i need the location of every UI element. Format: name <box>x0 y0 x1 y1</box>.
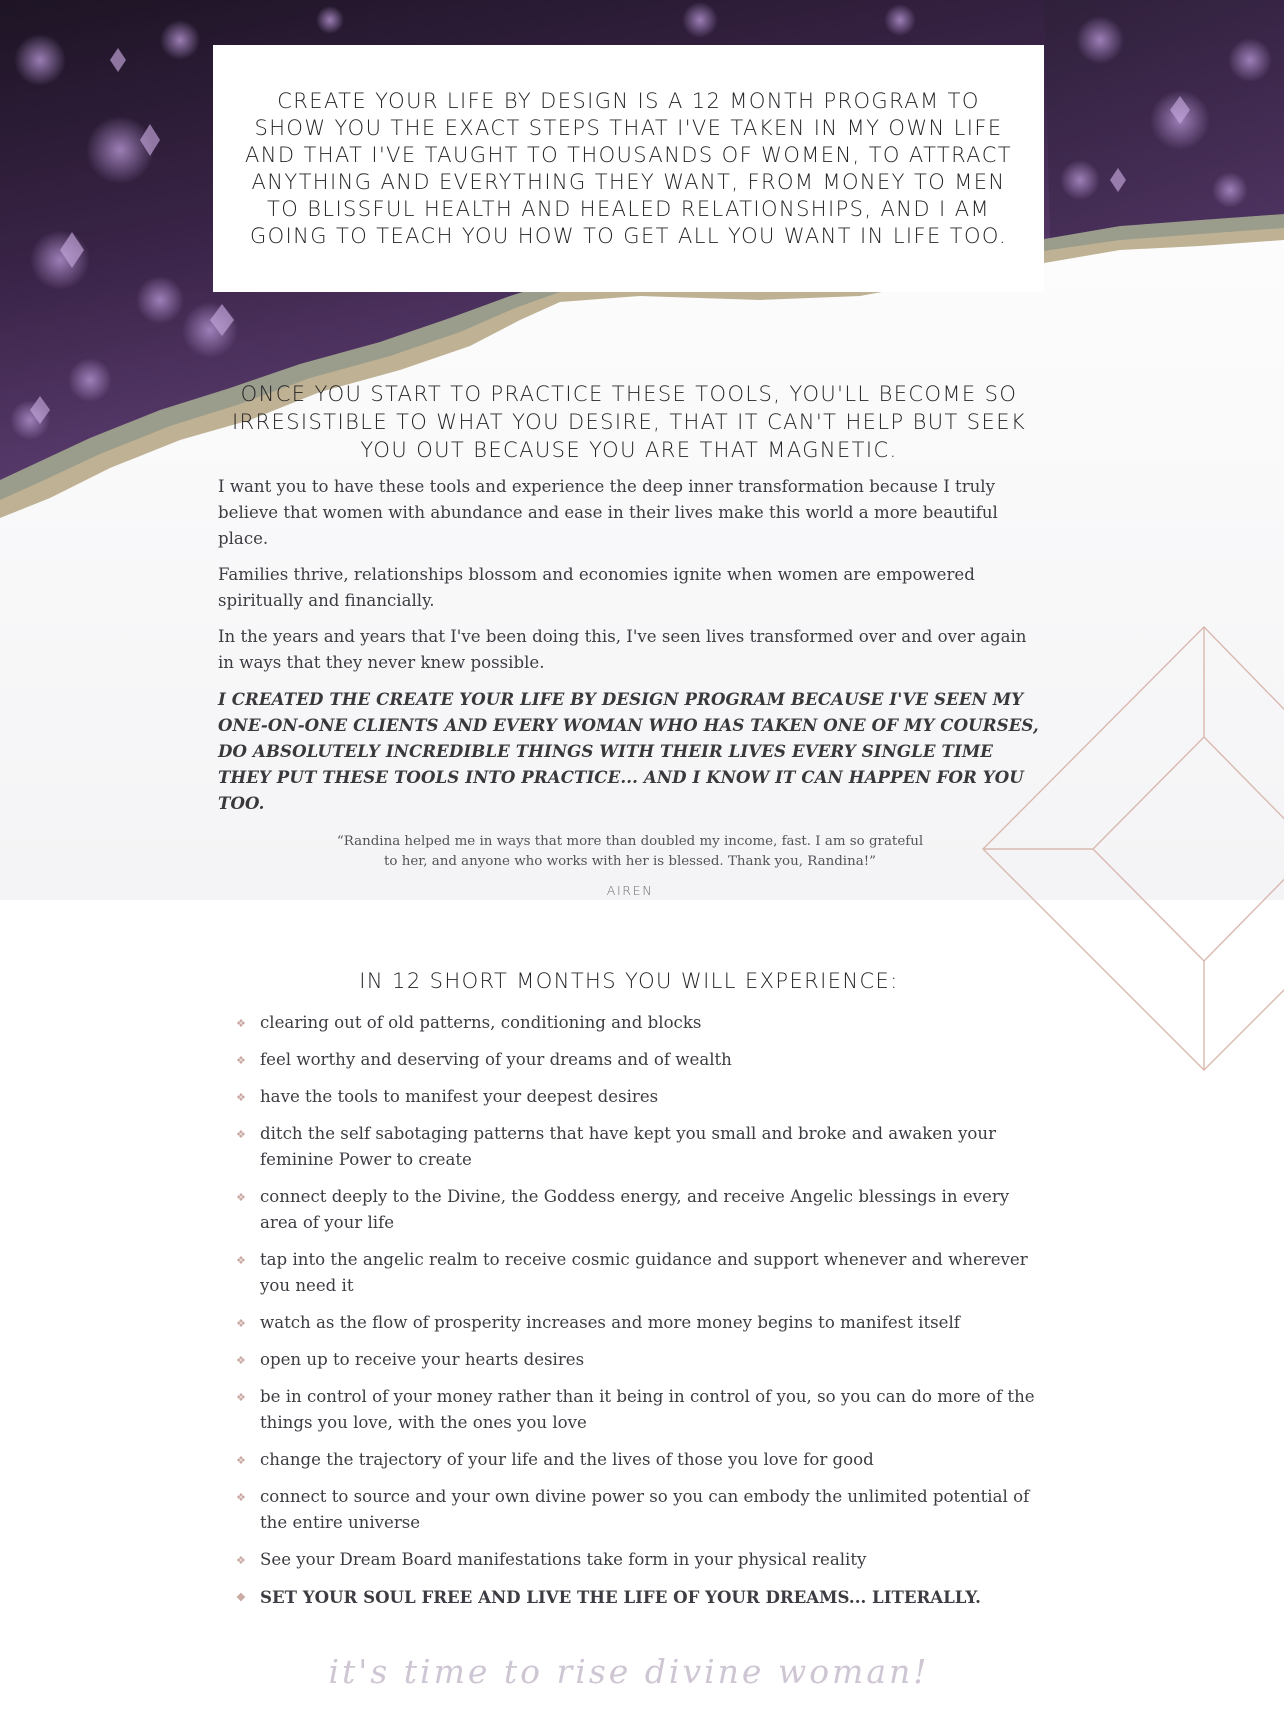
body-paragraph: In the years and years that I've been doing this, I've seen lives transformed over and over again in ways that they never knew possible. <box>218 627 1027 672</box>
intro-text: CREATE YOUR LIFE BY DESIGN IS A 12 MONTH PROGRAM TO SHOW YOU THE EXACT STEPS THAT I'VE TAKEN IN MY OWN LIFE AND THAT I'VE TAUGHT TO THOUSANDS OF WOMEN, TO ATTRACT ANYTHING AND EVERYTHING THEY WANT, FROM MONEY TO MEN TO BLISSFUL HEALTH AND HEALED RELATIONSHIPS, AND I AM GOING TO TEACH YOU HOW TO GET ALL YOU WANT IN LIFE TOO. <box>245 88 1012 248</box>
list-item <box>236 1384 1036 1436</box>
list-item <box>236 1121 1036 1173</box>
body-paragraph: I want you to have these tools and experience the deep inner transformation because I truly believe that women with abundance and ease in their lives make this world a more beautiful place. <box>218 477 998 548</box>
diamond-bullet-icon: ❖ <box>236 1054 246 1067</box>
list-item-text: be in control of your money rather than it being in control of you, so you can do more of the things you love, with the ones you love <box>260 1387 1035 1432</box>
tagline: it's time to rise divine woman! <box>328 1652 930 1691</box>
diamond-bullet-icon: ❖ <box>236 1128 246 1141</box>
list-item-text: open up to receive your hearts desires <box>260 1350 585 1369</box>
list-item <box>236 1484 1036 1536</box>
body-emphasis: I CREATED THE CREATE YOUR LIFE BY DESIGN PROGRAM BECAUSE I'VE SEEN MY ONE-ON-ONE CLIENTS AND EVERY WOMAN WHO HAS TAKEN ONE OF MY COURSES, DO ABSOLUTELY INCREDIBLE THINGS WITH THEIR LIVES EVERY SINGLE TIME THEY PUT THESE TOOLS INTO PRACTICE... AND I KNOW IT CAN HAPPEN FOR YOU TOO. <box>218 689 1039 813</box>
magnetic-heading: ONCE YOU START TO PRACTICE THESE TOOLS, YOU'LL BECOME SO IRRESISTIBLE TO WHAT YOU DESIRE, THAT IT CAN'T HELP BUT SEEK YOU OUT BECAUSE YOU ARE THAT MAGNETIC. <box>231 382 1027 462</box>
list-item <box>236 1584 1036 1610</box>
list-item-text: watch as the flow of prosperity increases and more money begins to manifest itself <box>260 1313 960 1332</box>
list-item <box>236 1247 1036 1299</box>
list-item <box>236 1310 1036 1336</box>
list-item-text: clearing out of old patterns, conditioning and blocks <box>260 1013 702 1032</box>
diamond-bullet-icon: ❖ <box>236 1317 246 1330</box>
diamond-bullet-icon: ❖ <box>236 1354 246 1367</box>
body-paragraph: Families thrive, relationships blossom and economies ignite when women are empowered spiritually and financially. <box>218 565 975 610</box>
list-item <box>236 1047 1036 1073</box>
body-copy <box>218 474 1040 826</box>
list-item-text: connect deeply to the Divine, the Goddess energy, and receive Angelic blessings in every area of your life <box>260 1187 1010 1232</box>
diamond-bullet-icon: ❖ <box>236 1254 246 1267</box>
list-item <box>236 1084 1036 1110</box>
testimonial-quote: “Randina helped me in ways that more than doubled my income, fast. I am so grateful to her, and anyone who works with her is blessed. Thank you, Randina!” <box>336 834 924 869</box>
list-item-text: tap into the angelic realm to receive cosmic guidance and support whenever and wherever you need it <box>260 1250 1028 1295</box>
list-item-text: ditch the self sabotaging patterns that have kept you small and broke and awaken your feminine Power to create <box>260 1124 997 1169</box>
list-item <box>236 1347 1036 1373</box>
diamond-bullet-icon: ❖ <box>236 1091 246 1104</box>
diamond-bullet-icon: ❖ <box>236 1491 246 1504</box>
diamond-bullet-icon: ❖ <box>236 1554 246 1567</box>
list-item-text: have the tools to manifest your deepest desires <box>260 1087 659 1106</box>
intro-card <box>213 45 1044 292</box>
list-item <box>236 1184 1036 1236</box>
list-item <box>236 1010 1036 1036</box>
diamond-bullet-icon: ❖ <box>236 1591 246 1604</box>
list-item-text: SET YOUR SOUL FREE AND LIVE THE LIFE OF YOUR DREAMS... LITERALLY. <box>260 1587 981 1607</box>
testimonial <box>330 832 930 901</box>
list-item-text: feel worthy and deserving of your dreams and of wealth <box>260 1050 732 1069</box>
list-item <box>236 1447 1036 1473</box>
experience-list <box>236 1010 1036 1621</box>
diamond-bullet-icon: ❖ <box>236 1454 246 1467</box>
testimonial-author: AIREN <box>606 883 654 898</box>
diamond-bullet-icon: ❖ <box>236 1017 246 1030</box>
list-item-text: See your Dream Board manifestations take form in your physical reality <box>260 1550 867 1569</box>
diamond-bullet-icon: ❖ <box>236 1191 246 1204</box>
experience-heading: IN 12 SHORT MONTHS YOU WILL EXPERIENCE: <box>359 969 899 993</box>
diamond-bullet-icon: ❖ <box>236 1391 246 1404</box>
list-item-text: change the trajectory of your life and the lives of those you love for good <box>260 1450 874 1469</box>
list-item-text: connect to source and your own divine power so you can embody the unlimited potential of the entire universe <box>260 1487 1030 1532</box>
list-item <box>236 1547 1036 1573</box>
